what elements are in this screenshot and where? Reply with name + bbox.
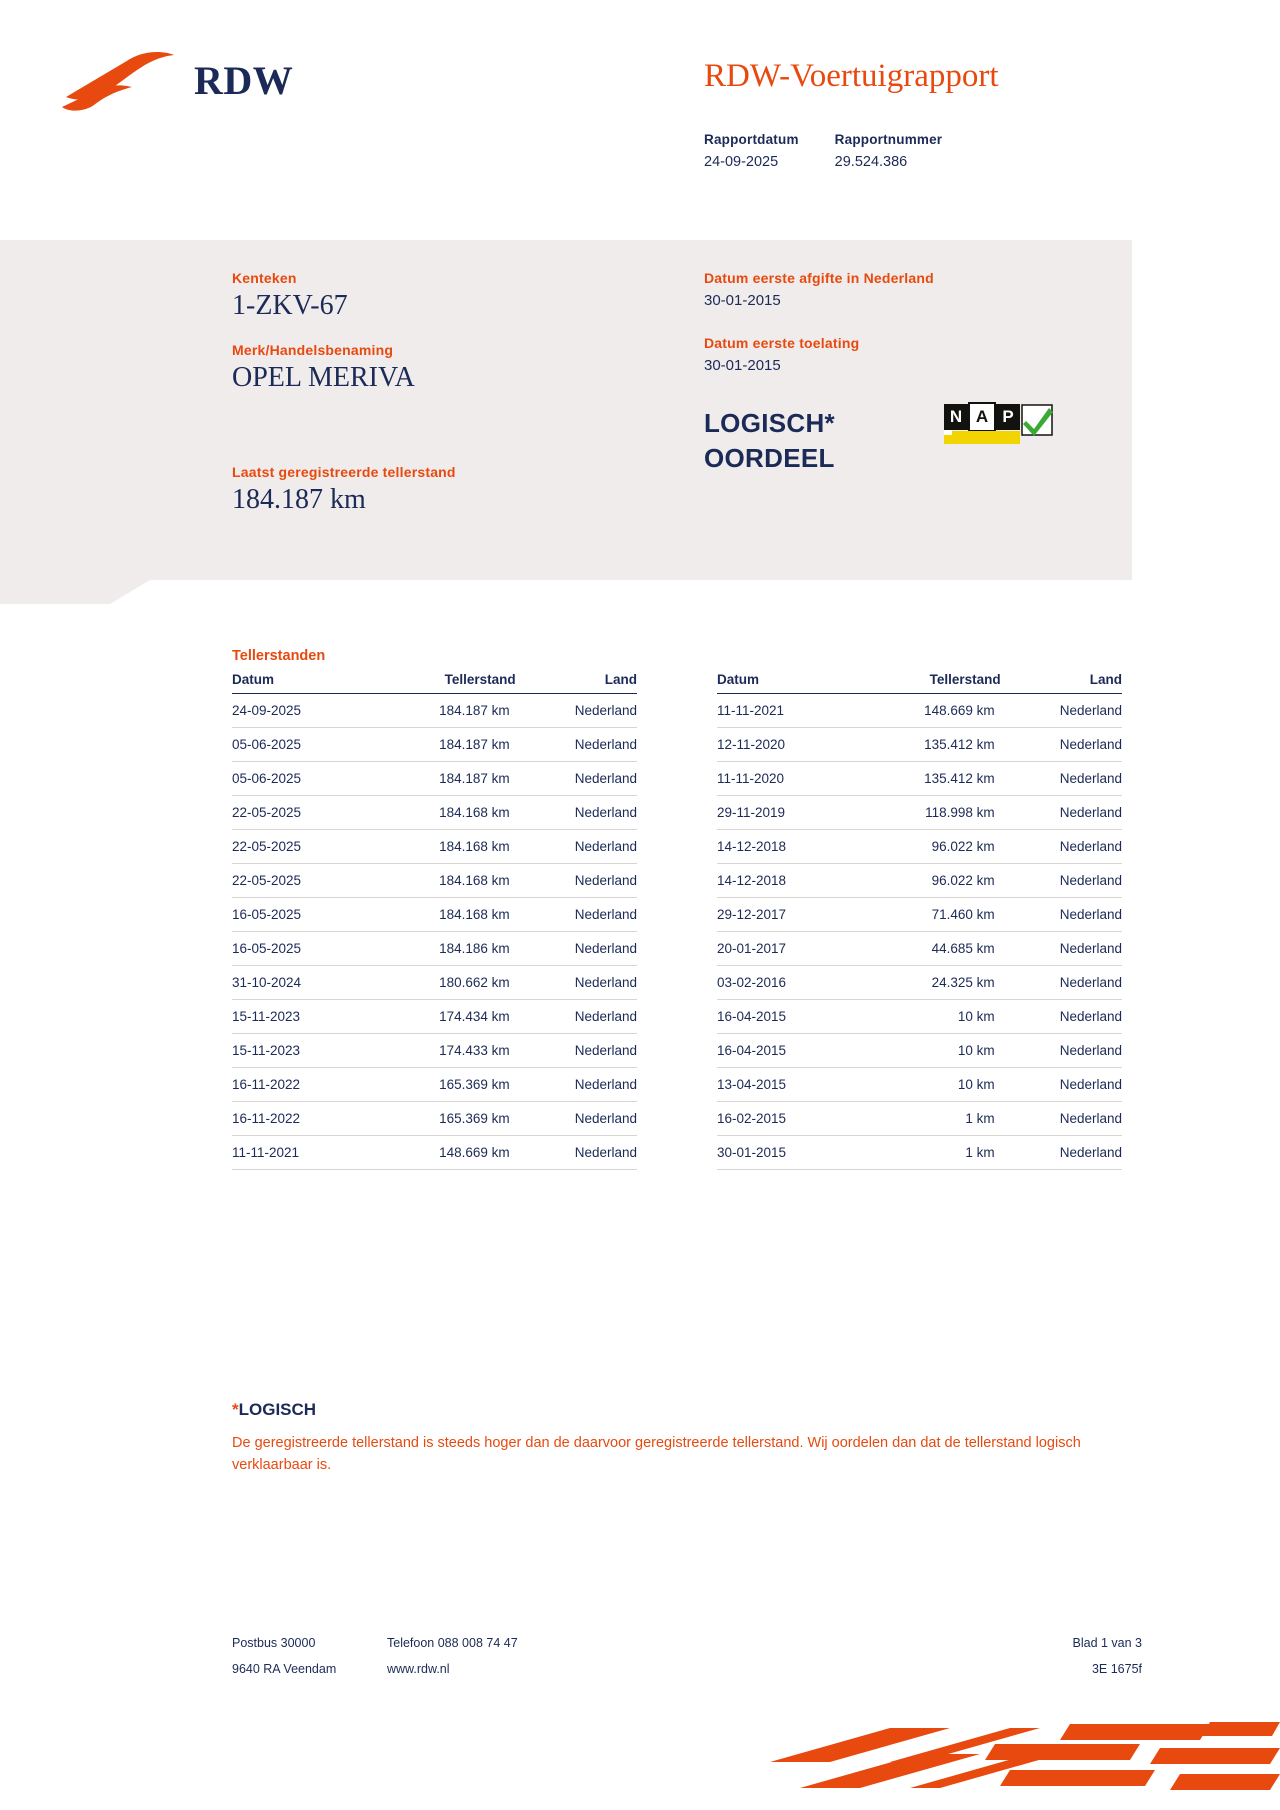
last-odometer-value: 184.187 km bbox=[232, 484, 366, 515]
cell-tellerstand: 184.168 km bbox=[367, 830, 516, 864]
cell-tellerstand: 1 km bbox=[852, 1136, 1001, 1170]
footer-row-2 bbox=[232, 1662, 1142, 1676]
cell-land: Nederland bbox=[1001, 932, 1122, 966]
report-number-label: Rapportnummer bbox=[834, 132, 943, 147]
nap-yellow-bar bbox=[944, 431, 1020, 444]
cell-tellerstand: 174.434 km bbox=[367, 1000, 516, 1034]
table-row bbox=[717, 898, 1122, 932]
cell-datum: 24-09-2025 bbox=[232, 694, 367, 728]
table-row bbox=[717, 762, 1122, 796]
table-row bbox=[717, 1000, 1122, 1034]
table-row bbox=[232, 864, 637, 898]
odometer-section bbox=[232, 648, 1122, 1170]
cell-datum: 16-11-2022 bbox=[232, 1102, 367, 1136]
footnote-star: * bbox=[232, 1400, 239, 1419]
footer-postbus: Postbus 30000 bbox=[232, 1636, 316, 1650]
table-row bbox=[717, 932, 1122, 966]
cell-datum: 16-11-2022 bbox=[232, 1068, 367, 1102]
brand-label: Merk/Handelsbenaming bbox=[232, 342, 394, 358]
table-row bbox=[717, 1068, 1122, 1102]
table-row bbox=[717, 796, 1122, 830]
table-row bbox=[232, 1102, 637, 1136]
nap-logo bbox=[944, 404, 1054, 444]
cell-land: Nederland bbox=[1001, 796, 1122, 830]
cell-tellerstand: 10 km bbox=[852, 1068, 1001, 1102]
first-issue-nl-label: Datum eerste afgifte in Nederland bbox=[704, 270, 934, 286]
cell-land: Nederland bbox=[516, 966, 637, 1000]
cell-land: Nederland bbox=[516, 830, 637, 864]
footnote-title bbox=[232, 1400, 1162, 1420]
cell-datum: 22-05-2025 bbox=[232, 830, 367, 864]
report-number-block bbox=[835, 132, 943, 170]
cell-land: Nederland bbox=[516, 1068, 637, 1102]
rdw-logo-text: RDW bbox=[194, 57, 294, 103]
cell-land: Nederland bbox=[516, 796, 637, 830]
table-header-row bbox=[232, 672, 637, 694]
table-row bbox=[232, 1068, 637, 1102]
nap-letter-n: N bbox=[944, 404, 968, 430]
verdict-text bbox=[704, 406, 835, 476]
table-row bbox=[717, 830, 1122, 864]
table-row bbox=[232, 1136, 637, 1170]
cell-land: Nederland bbox=[1001, 728, 1122, 762]
cell-datum: 05-06-2025 bbox=[232, 728, 367, 762]
table-row bbox=[717, 1102, 1122, 1136]
cell-land: Nederland bbox=[516, 864, 637, 898]
cell-datum: 11-11-2021 bbox=[232, 1136, 367, 1170]
cell-land: Nederland bbox=[516, 1034, 637, 1068]
cell-datum: 05-06-2025 bbox=[232, 762, 367, 796]
first-admission-label: Datum eerste toelating bbox=[704, 335, 860, 351]
cell-land: Nederland bbox=[516, 1000, 637, 1034]
col-header-datum: Datum bbox=[232, 672, 367, 694]
col-header-datum: Datum bbox=[717, 672, 852, 694]
nap-letters bbox=[944, 404, 1022, 430]
cell-datum: 29-11-2019 bbox=[717, 796, 852, 830]
cell-tellerstand: 184.187 km bbox=[367, 728, 516, 762]
first-issue-nl-value: 30-01-2015 bbox=[704, 292, 781, 309]
report-date-block bbox=[704, 132, 799, 170]
table-row bbox=[717, 1034, 1122, 1068]
cell-land: Nederland bbox=[1001, 864, 1122, 898]
document-footer bbox=[232, 1636, 1142, 1688]
footnote-title-text: LOGISCH bbox=[238, 1400, 317, 1419]
plate-label: Kenteken bbox=[232, 270, 297, 286]
cell-tellerstand: 96.022 km bbox=[852, 864, 1001, 898]
rdw-logo bbox=[60, 45, 293, 115]
cell-tellerstand: 174.433 km bbox=[367, 1034, 516, 1068]
cell-datum: 12-11-2020 bbox=[717, 728, 852, 762]
odometer-table-right bbox=[717, 672, 1122, 1170]
cell-tellerstand: 165.369 km bbox=[367, 1102, 516, 1136]
cell-land: Nederland bbox=[1001, 966, 1122, 1000]
panel-corner-notch bbox=[0, 580, 150, 604]
cell-land: Nederland bbox=[1001, 898, 1122, 932]
cell-datum: 31-10-2024 bbox=[232, 966, 367, 1000]
table-row bbox=[717, 864, 1122, 898]
cell-tellerstand: 44.685 km bbox=[852, 932, 1001, 966]
cell-datum: 16-04-2015 bbox=[717, 1034, 852, 1068]
table-row bbox=[717, 728, 1122, 762]
footer-page-number: Blad 1 van 3 bbox=[1072, 1636, 1142, 1650]
cell-tellerstand: 135.412 km bbox=[852, 762, 1001, 796]
cell-tellerstand: 1 km bbox=[852, 1102, 1001, 1136]
footer-website[interactable]: www.rdw.nl bbox=[387, 1662, 450, 1676]
cell-tellerstand: 96.022 km bbox=[852, 830, 1001, 864]
cell-land: Nederland bbox=[1001, 1000, 1122, 1034]
cell-tellerstand: 10 km bbox=[852, 1000, 1001, 1034]
footer-doc-code: 3E 1675f bbox=[1091, 1662, 1142, 1676]
odometer-table-left bbox=[232, 672, 637, 1170]
cell-land: Nederland bbox=[516, 762, 637, 796]
cell-land: Nederland bbox=[1001, 1034, 1122, 1068]
table-row bbox=[232, 1034, 637, 1068]
nap-letter-a: A bbox=[970, 404, 994, 430]
cell-datum: 15-11-2023 bbox=[232, 1034, 367, 1068]
report-date-value: 24-09-2025 bbox=[704, 154, 779, 170]
footnote-section bbox=[232, 1400, 1162, 1477]
table-row bbox=[232, 762, 637, 796]
rdw-swoosh-icon bbox=[60, 45, 180, 115]
verdict-line-1: LOGISCH* bbox=[704, 408, 835, 438]
footer-stripes-decoration bbox=[740, 1710, 1280, 1810]
cell-land: Nederland bbox=[516, 694, 637, 728]
table-row bbox=[232, 694, 637, 728]
col-header-land: Land bbox=[516, 672, 637, 694]
cell-datum: 20-01-2017 bbox=[717, 932, 852, 966]
cell-datum: 16-05-2025 bbox=[232, 898, 367, 932]
report-meta bbox=[704, 132, 978, 170]
table-row bbox=[232, 830, 637, 864]
cell-land: Nederland bbox=[516, 1102, 637, 1136]
table-row bbox=[232, 728, 637, 762]
vehicle-panel-right bbox=[704, 270, 1104, 374]
cell-datum: 22-05-2025 bbox=[232, 864, 367, 898]
footer-phone: Telefoon 088 008 74 47 bbox=[387, 1636, 518, 1650]
cell-datum: 16-04-2015 bbox=[717, 1000, 852, 1034]
cell-datum: 30-01-2015 bbox=[717, 1136, 852, 1170]
footnote-body: De geregistreerde tellerstand is steeds hoger dan de daarvoor geregistreerde tellerstand. Wij oordelen dan dat de tellerstand logisch verklaarbaar is. bbox=[232, 1435, 1081, 1474]
table-row bbox=[232, 796, 637, 830]
cell-tellerstand: 135.412 km bbox=[852, 728, 1001, 762]
table-row bbox=[232, 1000, 637, 1034]
table-row bbox=[717, 1136, 1122, 1170]
cell-tellerstand: 184.168 km bbox=[367, 864, 516, 898]
cell-datum: 15-11-2023 bbox=[232, 1000, 367, 1034]
report-date-label: Rapportdatum bbox=[704, 132, 799, 147]
cell-tellerstand: 184.187 km bbox=[367, 694, 516, 728]
report-title: RDW-Voertuigrapport bbox=[704, 58, 999, 94]
footer-city: 9640 RA Veendam bbox=[232, 1662, 337, 1676]
col-header-land: Land bbox=[1001, 672, 1122, 694]
first-admission-value: 30-01-2015 bbox=[704, 357, 781, 374]
footer-row-1 bbox=[232, 1636, 1142, 1650]
green-check-icon bbox=[1020, 404, 1054, 444]
cell-datum: 14-12-2018 bbox=[717, 830, 852, 864]
table-row bbox=[232, 932, 637, 966]
cell-land: Nederland bbox=[1001, 762, 1122, 796]
cell-tellerstand: 184.187 km bbox=[367, 762, 516, 796]
cell-tellerstand: 184.168 km bbox=[367, 796, 516, 830]
cell-land: Nederland bbox=[1001, 1102, 1122, 1136]
cell-datum: 13-04-2015 bbox=[717, 1068, 852, 1102]
cell-tellerstand: 71.460 km bbox=[852, 898, 1001, 932]
brand-value: OPEL MERIVA bbox=[232, 362, 415, 393]
last-odometer-label: Laatst geregistreerde tellerstand bbox=[232, 464, 456, 480]
verdict-line-2: OORDEEL bbox=[704, 443, 835, 474]
cell-tellerstand: 165.369 km bbox=[367, 1068, 516, 1102]
table-row bbox=[232, 898, 637, 932]
cell-datum: 03-02-2016 bbox=[717, 966, 852, 1000]
document-header bbox=[0, 0, 1280, 238]
cell-tellerstand: 24.325 km bbox=[852, 966, 1001, 1000]
cell-land: Nederland bbox=[1001, 1068, 1122, 1102]
table-header-row bbox=[717, 672, 1122, 694]
cell-datum: 16-05-2025 bbox=[232, 932, 367, 966]
nap-letter-p: P bbox=[996, 404, 1020, 430]
cell-datum: 11-11-2020 bbox=[717, 762, 852, 796]
col-header-tellerstand: Tellerstand bbox=[367, 672, 516, 694]
cell-tellerstand: 148.669 km bbox=[367, 1136, 516, 1170]
cell-land: Nederland bbox=[516, 932, 637, 966]
cell-land: Nederland bbox=[1001, 1136, 1122, 1170]
plate-value: 1-ZKV-67 bbox=[232, 290, 348, 321]
cell-land: Nederland bbox=[516, 728, 637, 762]
cell-datum: 29-12-2017 bbox=[717, 898, 852, 932]
cell-datum: 16-02-2015 bbox=[717, 1102, 852, 1136]
odometer-section-title: Tellerstanden bbox=[232, 648, 326, 664]
cell-datum: 14-12-2018 bbox=[717, 864, 852, 898]
col-header-tellerstand: Tellerstand bbox=[852, 672, 1001, 694]
table-row bbox=[232, 966, 637, 1000]
cell-tellerstand: 10 km bbox=[852, 1034, 1001, 1068]
cell-tellerstand: 184.168 km bbox=[367, 898, 516, 932]
cell-datum: 11-11-2021 bbox=[717, 694, 852, 728]
table-row bbox=[717, 694, 1122, 728]
table-row bbox=[717, 966, 1122, 1000]
vehicle-summary-panel bbox=[0, 240, 1132, 580]
cell-land: Nederland bbox=[1001, 694, 1122, 728]
vehicle-panel-left bbox=[232, 270, 652, 516]
cell-land: Nederland bbox=[1001, 830, 1122, 864]
cell-land: Nederland bbox=[516, 898, 637, 932]
cell-datum: 22-05-2025 bbox=[232, 796, 367, 830]
report-number-value: 29.524.386 bbox=[834, 154, 908, 170]
cell-tellerstand: 148.669 km bbox=[852, 694, 1001, 728]
cell-tellerstand: 180.662 km bbox=[367, 966, 516, 1000]
cell-tellerstand: 118.998 km bbox=[852, 796, 1001, 830]
cell-land: Nederland bbox=[516, 1136, 637, 1170]
cell-tellerstand: 184.186 km bbox=[367, 932, 516, 966]
